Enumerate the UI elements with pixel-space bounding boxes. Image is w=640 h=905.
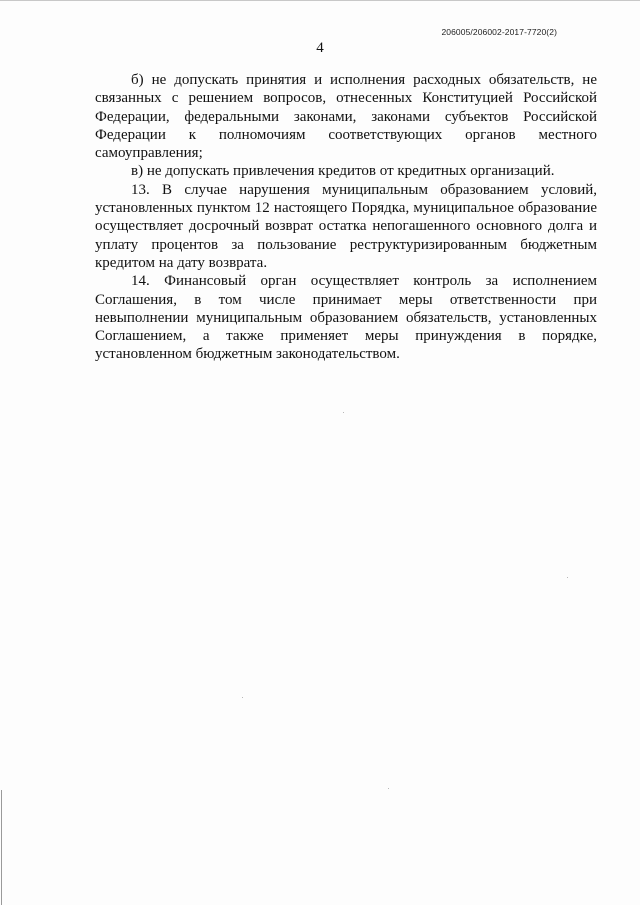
- paragraph-14: 14. Финансовый орган осуществляет контроль за исполнением Соглашения, в том числе принимает меры ответственности при невыполнении муниципальным образованием обязательств, установленных Соглашением, а также применяет меры принуждения в порядке, установленном бюджетным законодательством.: [95, 273, 597, 363]
- paragraph-13: 13. В случае нарушения муниципальным образованием условий, установленных пунктом 12 настоящего Порядка, муниципальное образование осуществляет досрочный возврат остатка непогашенного основного долга и уплату процентов за пользование реструктуризированным бюджетным кредитом на дату возврата.: [95, 181, 597, 271]
- scan-speck: [242, 697, 243, 698]
- page-number: 4: [316, 40, 324, 56]
- scan-speck: [343, 412, 344, 413]
- scan-speck: [388, 788, 389, 789]
- paragraph-v: в) не допускать привлечения кредитов от кредитных организаций.: [131, 163, 555, 180]
- scan-speck: [567, 577, 568, 578]
- document-body: [95, 71, 597, 364]
- paragraph-b: б) не допускать принятия и исполнения расходных обязательств, не связанных с решением вопросов, отнесенных Конституцией Российской Федерации, федеральными законами, законами субъектов Российской Федерации к полномочиям соответствующих органов местного самоуправления;: [95, 72, 597, 162]
- document-code: 206005/206002-2017-7720(2): [441, 27, 557, 37]
- scan-left-edge: [1, 790, 2, 905]
- scan-top-edge: [0, 0, 640, 1]
